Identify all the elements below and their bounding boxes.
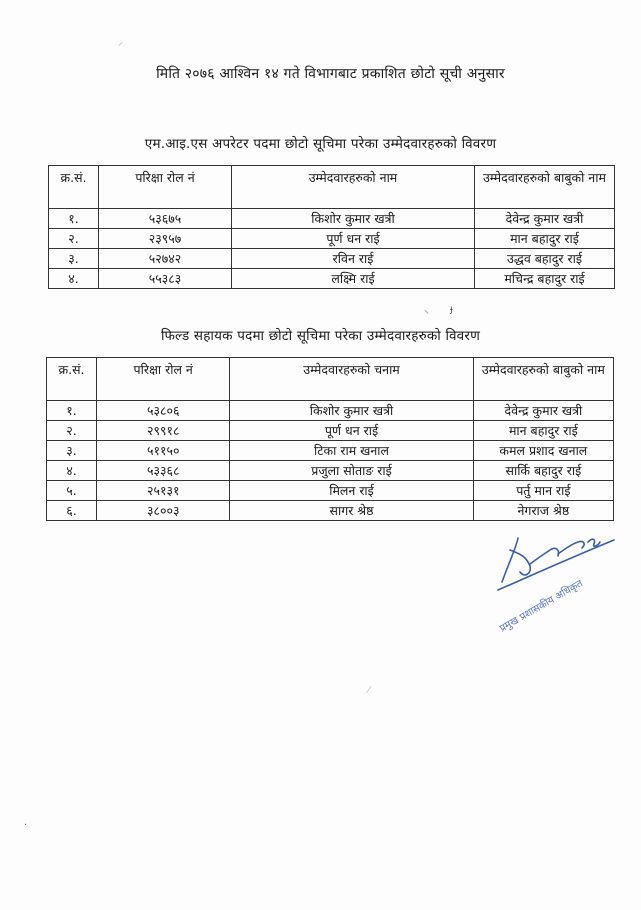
father-cell: सार्कि बहादुर राई xyxy=(473,461,613,481)
roll-cell: २३९५७ xyxy=(99,229,232,249)
father-cell: मान बहादुर राई xyxy=(473,421,613,441)
table-row xyxy=(47,461,614,481)
name-cell: प्रजुला सोताङ राई xyxy=(230,461,473,481)
father-cell: पर्तु मान राई xyxy=(473,481,613,501)
col-serial-header: क्र.सं. xyxy=(49,166,99,209)
father-cell: देवेन्द्र कुमार खत्री xyxy=(473,401,613,421)
ink-speck: · xyxy=(24,820,28,831)
name-cell: मिलन राई xyxy=(230,481,473,501)
roll-cell: ५११५० xyxy=(97,441,230,461)
roll-cell: ५५३८३ xyxy=(99,269,232,289)
signature-stroke xyxy=(530,541,584,564)
field-assistant-table xyxy=(46,357,614,521)
name-cell: पूर्ण धन राई xyxy=(230,421,473,441)
serial-cell: ६. xyxy=(47,501,97,521)
col-serial-header: क्र.सं. xyxy=(47,358,97,401)
document-title: मिति २०७६ आश्विन १४ गते विभागबाट प्रकाशित छोटो सूची अनुसार xyxy=(156,66,505,82)
table-row xyxy=(47,481,614,501)
table-row xyxy=(47,401,614,421)
serial-cell: ४. xyxy=(49,269,99,289)
section1-heading: एम.आइ.एस अपरेटर पदमा छोटो सूचिमा परेका उम्मेदवारहरुको विवरण xyxy=(144,136,497,152)
father-cell: उद्धव बहादुर राई xyxy=(475,249,615,269)
table-row xyxy=(47,421,614,441)
signature-caption: प्रमुख प्रशासकीय अधिकृत xyxy=(498,578,585,635)
signature-stroke xyxy=(502,538,530,582)
name-cell: लक्ष्मि राई xyxy=(232,269,475,289)
father-cell: कमल प्रशाद खनाल xyxy=(473,441,613,461)
roll-cell: ३८००३ xyxy=(97,501,230,521)
roll-cell: २९९१८ xyxy=(97,421,230,441)
serial-cell: २. xyxy=(49,229,99,249)
name-cell: टिका राम खनाल xyxy=(230,441,473,461)
table-row xyxy=(47,441,614,461)
ink-speck: ɟ xyxy=(450,304,453,315)
father-cell: देवेन्द्र कुमार खत्री xyxy=(475,209,615,229)
col-name-header: उम्मेदवारहरुको चनाम xyxy=(230,358,473,401)
roll-cell: ५३८०६ xyxy=(97,401,230,421)
col-father-header: उम्मेदवारहरुको बाबुको नाम xyxy=(475,166,615,209)
roll-cell: ५२७४२ xyxy=(99,249,232,269)
roll-cell: २५१३१ xyxy=(97,481,230,501)
serial-cell: ३. xyxy=(49,249,99,269)
name-cell: किशोर कुमार खत्री xyxy=(230,401,473,421)
table-header-row xyxy=(47,358,614,401)
ink-speck: ⸜ xyxy=(424,305,429,316)
col-roll-header: परिक्षा रोल नं xyxy=(97,358,230,401)
section2-heading: फिल्ड सहायक पदमा छोटो सूचिमा परेका उम्मेदवारहरुको विवरण xyxy=(160,328,481,344)
father-cell: मचिन्द्र बहादुर राई xyxy=(475,269,615,289)
father-cell: नेगराज श्रेष्ठ xyxy=(473,501,613,521)
signature-stroke xyxy=(588,539,600,546)
name-cell: किशोर कुमार खत्री xyxy=(232,209,475,229)
name-cell: सागर श्रेष्ठ xyxy=(230,501,473,521)
col-name-header: उम्मेदवारहरुको नाम xyxy=(232,166,475,209)
table-row xyxy=(49,209,615,229)
ink-speck: ⸝ xyxy=(118,37,123,48)
roll-cell: ५३३६८ xyxy=(97,461,230,481)
serial-cell: १. xyxy=(47,401,97,421)
serial-cell: २. xyxy=(47,421,97,441)
mis-operator-table xyxy=(48,165,615,289)
table-row xyxy=(49,249,615,269)
serial-cell: ५. xyxy=(47,481,97,501)
serial-cell: ४. xyxy=(47,461,97,481)
serial-cell: १. xyxy=(49,209,99,229)
col-roll-header: परिक्षा रोल नं xyxy=(99,166,232,209)
roll-cell: ५३६७५ xyxy=(99,209,232,229)
name-cell: रविन राई xyxy=(232,249,475,269)
father-cell: मान बहादुर राई xyxy=(475,229,615,249)
serial-cell: ३. xyxy=(47,441,97,461)
ink-speck: ⁄ xyxy=(368,685,370,696)
table-header-row xyxy=(49,166,615,209)
col-father-header: उम्मेदवारहरुको बाबुको नाम xyxy=(473,358,613,401)
table-row xyxy=(47,501,614,521)
table-row xyxy=(49,229,615,249)
name-cell: पूर्ण धन राई xyxy=(232,229,475,249)
table-row xyxy=(49,269,615,289)
officer-signature-stamp xyxy=(480,520,630,640)
